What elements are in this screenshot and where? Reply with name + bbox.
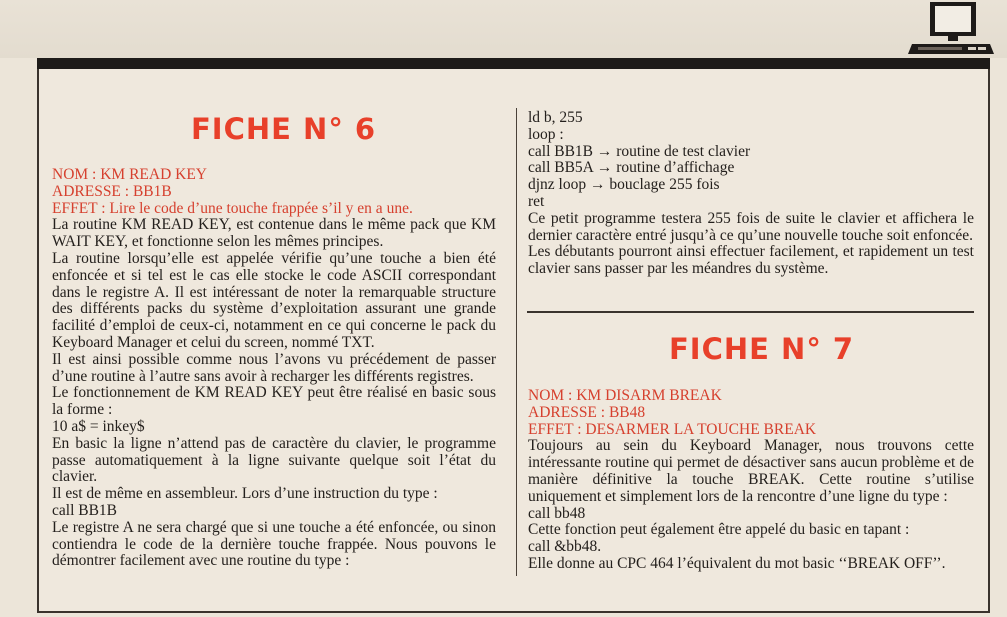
code-line: ld b, 255 xyxy=(528,109,583,126)
computer-icon xyxy=(908,0,994,58)
fiche-6-paragraph: Le registre A ne sera chargé que si une touche a été enfoncée, ou sinon contiendra le code de la dernière touche frappée. Nous pouvons le démontrer facilement avec une routine du type : xyxy=(52,518,496,570)
fiche-6-body xyxy=(52,167,496,570)
card-divider xyxy=(527,311,974,313)
page-header-area xyxy=(0,0,1007,58)
fiche-6-title: FICHE N° 6 xyxy=(191,112,377,146)
fiche-7-title: FICHE N° 7 xyxy=(669,332,855,366)
fiche-6-paragraph: Le fonctionnement de KM READ KEY peut être réalisé en basic sous la forme : xyxy=(52,384,496,419)
fiche-6-paragraph: La routine KM READ KEY, est contenue dans le même pack que KM WAIT KEY, et fonctionne selon les mêmes principes. xyxy=(52,216,496,251)
fiche-7-nom: NOM : KM DISARM BREAK xyxy=(528,387,722,404)
fiche-6-nom: NOM : KM READ KEY xyxy=(52,166,207,183)
fiche-6-paragraph: La routine lorsqu’elle est appelée vérifie qu’une touche a bien été enfoncée et si tel est le cas elle stocke le code ASCII correspondant dans le registre A. Il est intéressant de noter la remarquable structure des différents packs du système d’exploitation assurant une grande facilité d’emploi de ceux-ci, notamment en ce qui concerne le pack du Keyboard Manager et celui du screen, nommé TXT. xyxy=(52,249,496,351)
fiche-7-code: call bb48 xyxy=(528,504,586,522)
fiche-6-code: 10 a$ = inkey$ xyxy=(52,417,145,435)
code-line: call BB1B → routine de test clavier xyxy=(528,142,751,160)
fiche-7-paragraph: Toujours au sein du Keyboard Manager, nous trouvons cette intéressante routine qui permet de désactiver sans aucun problème et de manière définitive la touche BREAK. Cette routine s’utilise uniquement et simplement lors de la rencontre d’une ligne du type : xyxy=(528,437,974,505)
fiche-6-paragraph: Il est de même en assembleur. Lors d’une instruction du type : xyxy=(52,485,438,503)
fiche-7-effet: EFFET : DESARMER LA TOUCHE BREAK xyxy=(528,420,817,438)
code-line: loop : xyxy=(528,125,564,143)
fiche-6-paragraph: Il est ainsi possible comme nous l’avons vu précédement de passer d’une routine à l’autre sans avoir à recharger les différents registres. xyxy=(52,350,496,385)
code-line: ret xyxy=(528,192,545,210)
fiche-7-adresse: ADRESSE : BB48 xyxy=(528,403,646,421)
fiche-6-paragraph: En basic la ligne n’attend pas de caractère du clavier, le programme passe automatiquement à la ligne suivante quelque soit l’état du clavier. xyxy=(52,434,496,486)
fiche-6-adresse: ADRESSE : BB1B xyxy=(52,182,172,200)
fiche-6-effet: EFFET : Lire le code d’une touche frappée s’il y en a une. xyxy=(52,199,413,217)
header-rule xyxy=(37,58,990,69)
continuation-paragraph: Les débutants pourront ainsi effectuer facilement, et rapidement un test clavier sans passer par les méandres du système. xyxy=(528,243,974,278)
column-divider xyxy=(516,108,517,576)
fiche-7-paragraph: Cette fonction peut également être appelé du basic en tapant : xyxy=(528,521,910,539)
fiche-6-code: call BB1B xyxy=(52,501,118,519)
code-line: djnz loop → bouclage 255 fois xyxy=(528,176,720,194)
fiche-7-body xyxy=(528,388,974,573)
fiche-7-paragraph: Elle donne au CPC 464 l’équivalent du mot basic ‘‘BREAK OFF’’. xyxy=(528,554,946,572)
fiche-7-code: call &bb48. xyxy=(528,538,602,556)
continuation-paragraph: Ce petit programme testera 255 fois de suite le clavier et affichera le dernier caractère entré jusqu’à ce qu’une nouvelle touche soit enfoncée. xyxy=(528,209,974,244)
fiche-6-continuation xyxy=(528,110,974,278)
code-line: call BB5A → routine d’affichage xyxy=(528,159,735,177)
